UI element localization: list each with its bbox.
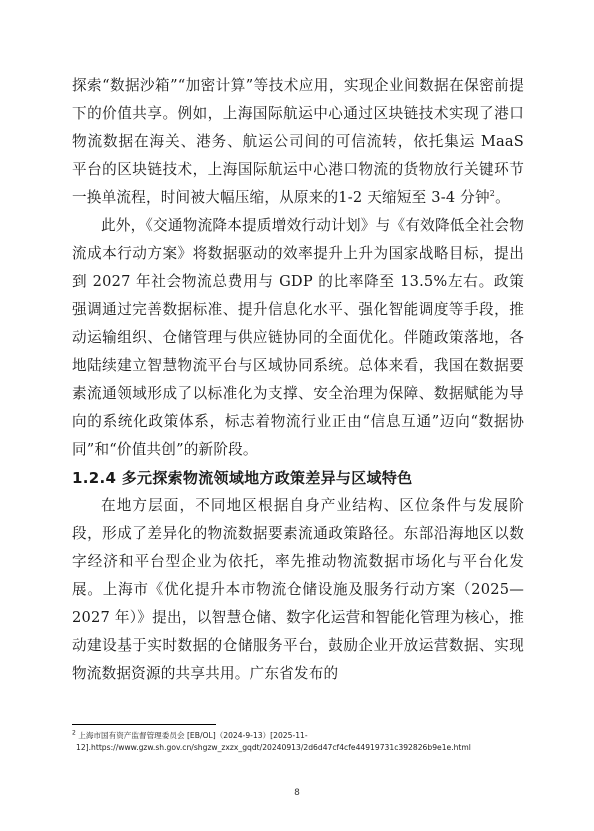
body-text [72, 72, 524, 688]
paragraph-1-text: 探索“数据沙箱”“加密计算”等技术应用，实现企业间数据在保密前提下的价值共享。例如，上海国际航运中心通过区块链技术实现了港口物流数据在海关、港务、航运公司间的可信流转，依托集运 MaaS 平台的区块链技术，上海国际航运中心港口物流的货物放行关键环节一换单流程，时间被大幅压缩，从原来的1-2 天缩短至 3-4 分钟 [72, 77, 524, 206]
footnote-text: 上海市国有资产监督管理委员会 [EB/OL]（2024-9-13）[2025-11- [78, 731, 308, 740]
footnote-mark: 2 [72, 729, 76, 737]
paragraph-1-end: 。 [495, 189, 510, 206]
paragraph-1 [72, 72, 524, 212]
section-heading: 1.2.4 多元探索物流领域地方政策差异与区域特色 [72, 469, 413, 487]
footnote [72, 730, 524, 754]
paragraph-2: 此外，《交通物流降本提质增效行动计划》与《有效降低全社会物流成本行动方案》将数据驱动的效率提升上升为国家战略目标，提出到 2027 年社会物流总费用与 GDP 的比率降至 13.5%左右。政策强调通过完善数据标准、提升信息化水平、强化智能调度等手段，推动运输组织、仓储管理与供应链协同的全面优化。伴随政策落地，各地陆续建立智慧物流平台与区域协同系统。总体来看，我国在数据要素流通领域形成了以标准化为支撑、安全治理为保障、数据赋能为导向的系统化政策体系，标志着物流行业正由“信息互通”迈向“数据协同”和“价值共创”的新阶段。 [72, 217, 524, 458]
footnote-ref[interactable]: 2 [489, 189, 496, 199]
footnote-url-link[interactable]: 12].https://www.gzw.sh.gov.cn/shgzw_zxzx_gqdt/20240913/2d6d47cf4cfe44919731c392826b9e1e.html [76, 743, 471, 752]
footnote-divider [72, 724, 216, 725]
paragraph-3: 在地方层面，不同地区根据自身产业结构、区位条件与发展阶段，形成了差异化的物流数据要素流通政策路径。东部沿海地区以数字经济和平台型企业为依托，率先推动物流数据市场化与平台化发展。上海市《优化提升本市物流仓储设施及服务行动方案（2025—2027 年）》提出，以智慧仓储、数字化运营和智能化管理为核心，推动建设基于实时数据的仓储服务平台，鼓励企业开放运营数据、实现物流数据资源的共享共用。广东省发布的 [72, 497, 524, 682]
page-number: 8 [294, 788, 300, 798]
